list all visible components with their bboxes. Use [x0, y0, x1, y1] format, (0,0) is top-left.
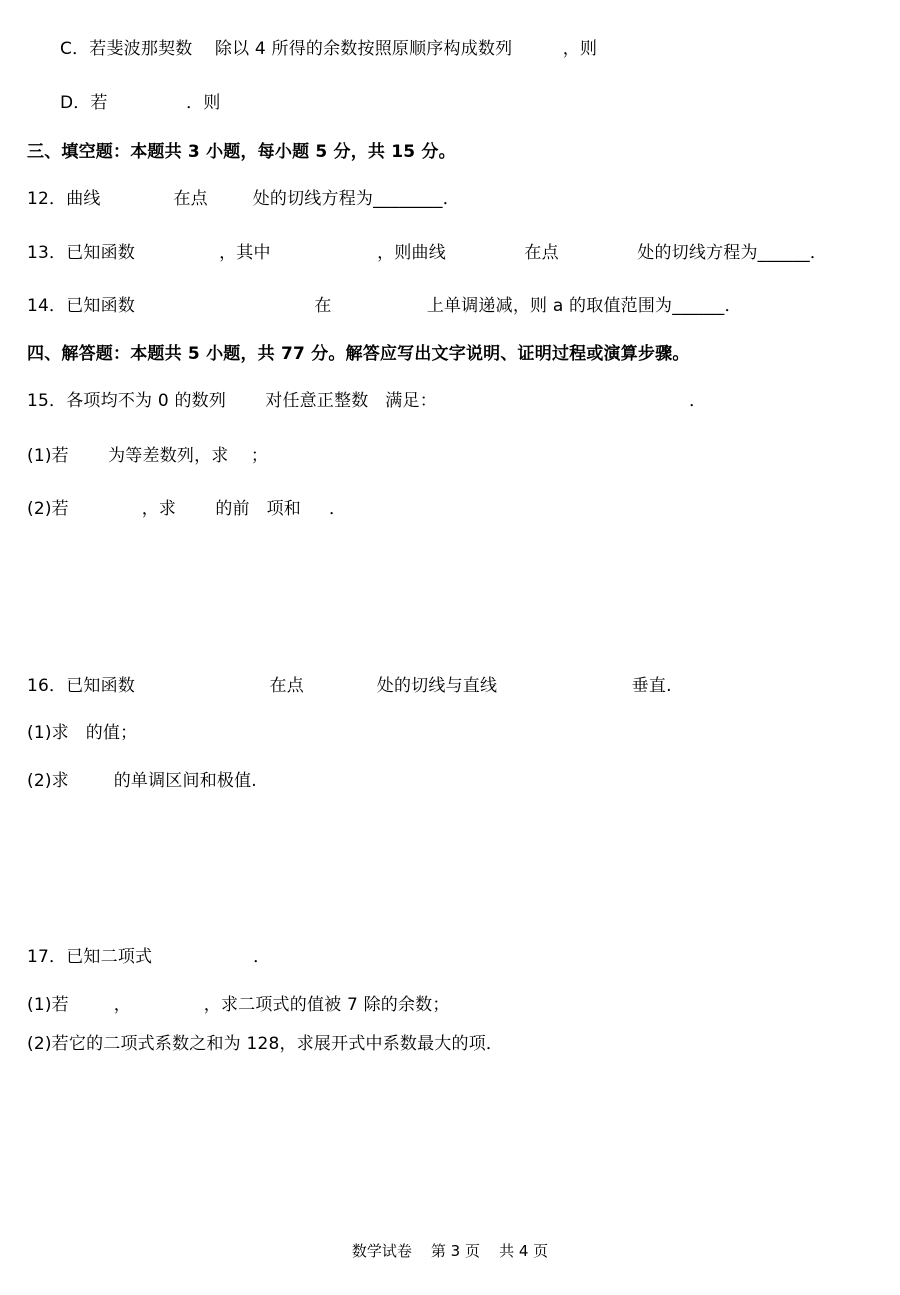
question-16-part-1: (1)求 的值； [27, 723, 138, 743]
question-14: 14．已知函数 在 上单调递减，则 a 的取值范围为______． [27, 296, 742, 316]
option-c: C．若斐波那契数 除以 4 所得的余数按照原顺序构成数列 ，则 [60, 39, 598, 59]
option-d: D．若 ．则 [60, 93, 221, 113]
question-16-part-2: (2)求 的单调区间和极值. [27, 771, 257, 791]
page-footer: 数学试卷 第 3 页 共 4 页 [351, 1242, 549, 1260]
question-15-stem: 15．各项均不为 0 的数列 对任意正整数 满足： ． [27, 391, 707, 411]
question-17-stem: 17．已知二项式 ． [27, 947, 271, 967]
question-13: 13．已知函数 ，其中 ，则曲线 在点 处的切线方程为______． [27, 243, 828, 263]
question-15-part-2: (2)若 ，求 的前 项和 ． [27, 499, 347, 519]
question-12: 12．曲线 在点 处的切线方程为________． [27, 189, 460, 209]
question-15-part-1: (1)若 为等差数列，求 ； [27, 446, 269, 466]
question-17-part-1: (1)若 ， ，求二项式的值被 7 除的余数； [27, 995, 450, 1015]
section-4-heading: 四、解答题：本题共 5 小题，共 77 分。解答应写出文字说明、证明过程或演算步骤。 [27, 344, 690, 364]
question-17-part-2: (2)若它的二项式系数之和为 128，求展开式中系数最大的项． [27, 1034, 504, 1054]
section-3-heading: 三、填空题：本题共 3 小题，每小题 5 分，共 15 分。 [27, 142, 456, 162]
question-16-stem: 16．已知函数 在点 处的切线与直线 垂直. [27, 676, 672, 696]
